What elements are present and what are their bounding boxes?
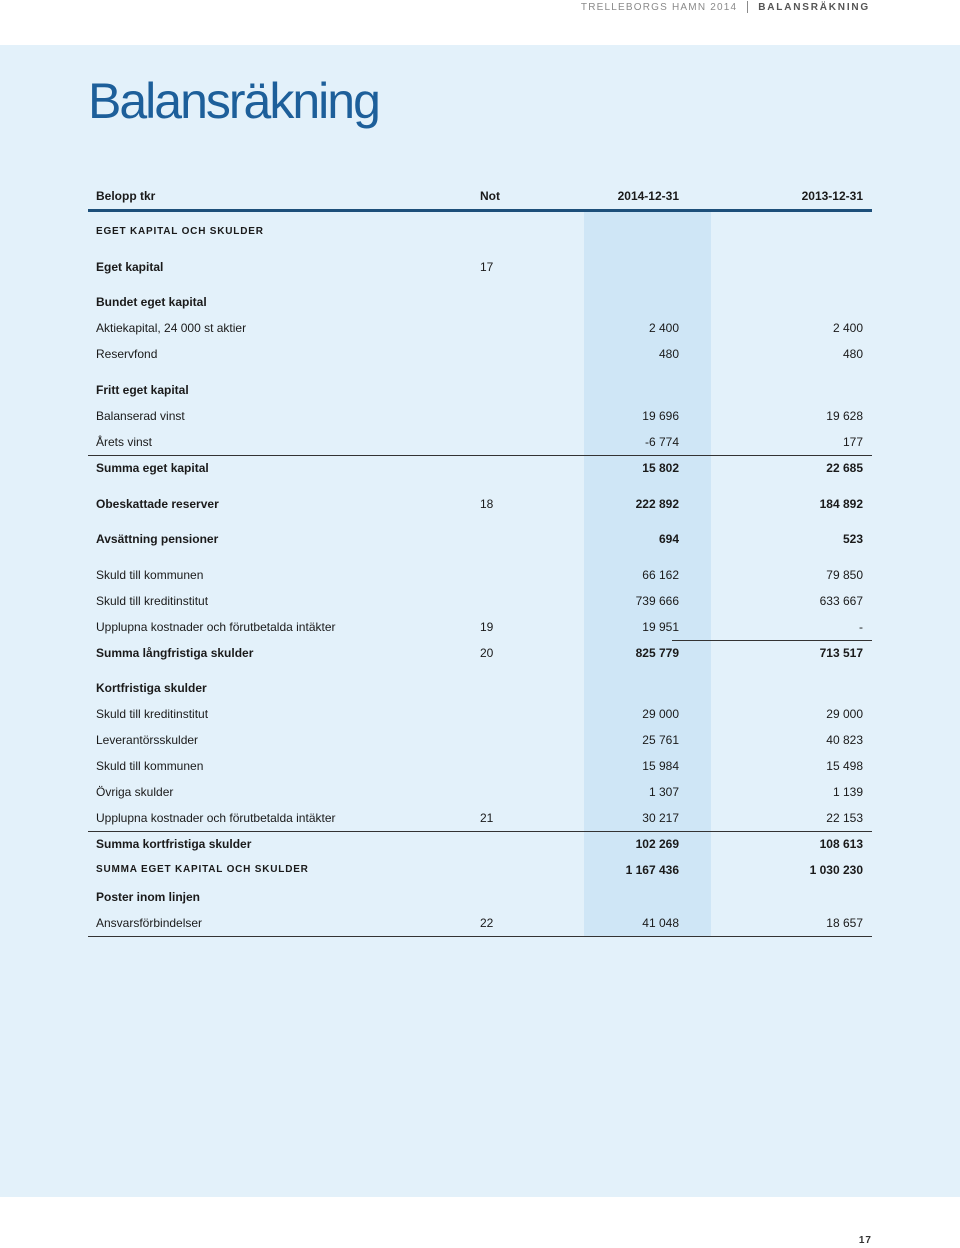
table-row: Upplupna kostnader och förutbetalda intäkter 19 19 951 - — [96, 620, 863, 634]
table-row: Summa eget kapital 15 802 22 685 — [96, 461, 863, 475]
table-row: Skuld till kreditinstitut 29 000 29 000 — [96, 707, 863, 721]
table-row: Skuld till kommunen 15 984 15 498 — [96, 759, 863, 773]
table-row: Reservfond 480 480 — [96, 347, 863, 361]
table-row: EGET KAPITAL OCH SKULDER — [96, 226, 264, 237]
section-name: BALANSRÄKNING — [758, 1, 870, 13]
column-header-amount: Belopp tkr — [96, 189, 156, 203]
page-title: Balansräkning — [88, 73, 379, 129]
table-row: Kortfristiga skulder — [96, 681, 207, 695]
table-row: Aktiekapital, 24 000 st aktier 2 400 2 400 — [96, 321, 863, 335]
table-row: Skuld till kreditinstitut 739 666 633 667 — [96, 594, 863, 608]
table-row: Summa långfristiga skulder 20 825 779 713 517 — [96, 646, 863, 660]
table-row: Obeskattade reserver 18 222 892 184 892 — [96, 497, 863, 511]
table-header-row — [88, 185, 872, 207]
table-row: Ansvarsförbindelser 22 41 048 18 657 — [96, 916, 863, 930]
header-divider-rule — [88, 209, 872, 212]
table-bottom-rule — [88, 936, 872, 937]
subtotal-rule — [88, 831, 872, 832]
table-row: Upplupna kostnader och förutbetalda intäkter 21 30 217 22 153 — [96, 811, 863, 825]
column-header-note: Not — [480, 189, 500, 203]
table-row: Leverantörsskulder 25 761 40 823 — [96, 733, 863, 747]
table-row: Balanserad vinst 19 696 19 628 — [96, 409, 863, 423]
table-row: Eget kapital 17 — [96, 260, 494, 274]
table-row: Bundet eget kapital — [96, 295, 207, 309]
table-row: Summa kortfristiga skulder 102 269 108 613 — [96, 837, 863, 851]
page-number: 17 — [858, 1235, 872, 1246]
subtotal-rule — [672, 640, 872, 641]
column-header-2014: 2014-12-31 — [617, 189, 679, 203]
column-header-2013: 2013-12-31 — [801, 189, 863, 203]
subtotal-rule — [88, 455, 872, 456]
table-row: SUMMA EGET KAPITAL OCH SKULDER 1 167 436 1 030 230 — [96, 863, 863, 877]
table-row: Avsättning pensioner 694 523 — [96, 532, 863, 546]
header-divider — [747, 1, 748, 13]
table-row: Övriga skulder 1 307 1 139 — [96, 785, 863, 799]
table-row: Skuld till kommunen 66 162 79 850 — [96, 568, 863, 582]
table-row: Fritt eget kapital — [96, 383, 189, 397]
publication-name: TRELLEBORGS HAMN 2014 — [580, 1, 738, 13]
table-row: Årets vinst -6 774 177 — [96, 435, 863, 449]
running-header — [581, 0, 870, 14]
table-row: Poster inom linjen — [96, 890, 201, 904]
